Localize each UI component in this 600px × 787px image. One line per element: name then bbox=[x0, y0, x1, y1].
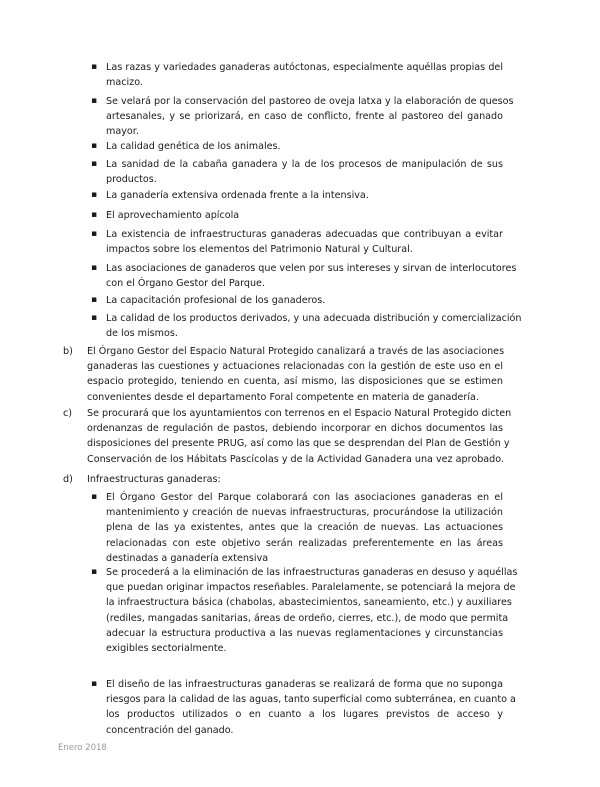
list-item bbox=[106, 565, 518, 656]
text-line: El Órgano Gestor del Espacio Natural Protegido canalizará a través de las asociaciones bbox=[87, 346, 505, 357]
text-line: ordenanzas de regulación de pastos, debiendo incorporar en dichos documentos las bbox=[87, 423, 503, 435]
text-line: El Órgano Gestor del Parque colaborará con las asociaciones ganaderas en el bbox=[106, 492, 503, 503]
text-line: con el Órgano Gestor del Parque. bbox=[106, 278, 265, 290]
bullet-marker: ▪ bbox=[91, 295, 98, 305]
bullet-marker: ▪ bbox=[91, 567, 98, 577]
text-line: espacio protegido, teniendo en cuenta, así mismo, las disposiciones que se estimen bbox=[87, 376, 503, 388]
list-item bbox=[106, 677, 516, 738]
list-item bbox=[106, 188, 503, 203]
text-line: (rediles, mangadas sanitarias, áreas de ordeño, cierres, etc.), de modo que permita bbox=[106, 612, 509, 624]
list-item bbox=[106, 490, 503, 566]
text-line: convenientes desde el departamento Foral competente en materia de ganadería. bbox=[87, 391, 479, 403]
bullet-marker: ▪ bbox=[91, 190, 98, 200]
item-letter-c: c) bbox=[63, 408, 73, 419]
list-item bbox=[106, 293, 503, 308]
text-line: La capacitación profesional de los ganaderos. bbox=[106, 295, 326, 306]
text-line: El diseño de las infraestructuras ganaderas se realizará de forma que no suponga bbox=[106, 679, 503, 690]
text-line: El aprovechamiento apícola bbox=[106, 210, 240, 221]
text-line: mayor. bbox=[106, 126, 139, 138]
text-line: macizo. bbox=[106, 77, 143, 89]
text-line: mantenimiento y creación de nuevas infraestructuras, procurándose la utilización bbox=[106, 507, 503, 519]
text-line: la infraestructura básica (chabolas, abastecimientos, saneamiento, etc.) y auxiliares bbox=[106, 597, 512, 609]
text-line: Se velará por la conservación del pastoreo de oveja latxa y la elaboración de quesos bbox=[106, 96, 514, 107]
text-line: impactos sobre los elementos del Patrimonio Natural y Cultural. bbox=[106, 244, 413, 256]
list-item bbox=[106, 94, 514, 140]
text-line: ganaderas las cuestiones y actuaciones relacionadas con la gestión de este uso en el bbox=[87, 361, 503, 373]
paragraph-c bbox=[87, 406, 512, 467]
bullet-marker: ▪ bbox=[91, 62, 98, 72]
list-item bbox=[106, 261, 517, 291]
text-line: La calidad genética de los animales. bbox=[106, 141, 281, 152]
bullet-marker: ▪ bbox=[91, 96, 98, 106]
text-line: adecuar la estructura productiva a las nuevas reglamentaciones y circunstancias bbox=[106, 627, 503, 639]
bullet-marker: ▪ bbox=[91, 159, 98, 169]
bullet-marker: ▪ bbox=[91, 492, 98, 502]
list-item bbox=[106, 208, 503, 223]
text-line: La existencia de infraestructuras ganaderas adecuadas que contribuyan a evitar bbox=[106, 229, 503, 240]
text-line: concentración del ganado. bbox=[106, 724, 234, 736]
text-line: de los mismos. bbox=[106, 328, 178, 340]
text-line: que puedan originar impactos reseñables. Paralelamente, se potenciará la mejora de bbox=[106, 582, 516, 594]
list-item bbox=[106, 139, 503, 154]
text-line: riesgos para la calidad de las aguas, tanto superficial como subterránea, en cuanto a bbox=[106, 694, 516, 706]
bullet-marker: ▪ bbox=[91, 229, 98, 239]
text-line: La sanidad de la cabaña ganadera y la de los procesos de manipulación de sus bbox=[106, 159, 503, 170]
text-line: exigibles sectorialmente. bbox=[106, 642, 227, 654]
bullet-marker: ▪ bbox=[91, 679, 98, 689]
text-line: La ganadería extensiva ordenada frente a la intensiva. bbox=[106, 190, 369, 201]
text-line: relacionadas con este objetivo serán realizadas preferentemente en las áreas bbox=[106, 537, 503, 549]
item-letter-b: b) bbox=[63, 346, 73, 357]
text-line: destinadas a ganadería extensiva bbox=[106, 552, 269, 564]
text-line: Las razas y variedades ganaderas autóctonas, especialmente aquéllas propias del bbox=[106, 62, 503, 73]
list-item bbox=[106, 157, 503, 187]
text-line: productos. bbox=[106, 174, 157, 186]
text-line: Se procederá a la eliminación de las infraestructuras ganaderas en desuso y aquéllas bbox=[106, 567, 518, 578]
paragraph-b bbox=[87, 344, 503, 405]
text-line: plena de las ya existentes, antes que la creación de nuevas. Las actuaciones bbox=[106, 522, 503, 534]
text-line: Se procurará que los ayuntamientos con terrenos en el Espacio Natural Protegido dicten bbox=[87, 408, 512, 419]
list-item bbox=[106, 227, 503, 257]
text-line: los productos utilizados o en cuanto a los lugares previstos de acceso y bbox=[106, 709, 503, 721]
text-line: La calidad de los productos derivados, y una adecuada distribución y comercialización bbox=[106, 313, 522, 324]
bullet-marker: ▪ bbox=[91, 141, 98, 151]
item-letter-d: d) bbox=[63, 474, 73, 485]
section-heading-infraestructuras: Infraestructuras ganaderas: bbox=[87, 474, 221, 485]
list-item bbox=[106, 311, 522, 341]
list-item bbox=[106, 60, 503, 90]
text-line: disposiciones del presente PRUG, así como las que se desprendan del Plan de Gestión y bbox=[87, 438, 510, 450]
bullet-marker: ▪ bbox=[91, 210, 98, 220]
bullet-marker: ▪ bbox=[91, 313, 98, 323]
bullet-marker: ▪ bbox=[91, 263, 98, 273]
text-line: Conservación de los Hábitats Pascícolas y de la Actividad Ganadera una vez aprobado. bbox=[87, 453, 505, 465]
text-line: artesanales, y se priorizará, en caso de conflicto, frente al pastoreo del ganado bbox=[106, 111, 503, 123]
text-line: Las asociaciones de ganaderos que velen por sus intereses y sirvan de interlocutores bbox=[106, 263, 517, 274]
page-footer-date: Enero 2018 bbox=[58, 743, 107, 753]
